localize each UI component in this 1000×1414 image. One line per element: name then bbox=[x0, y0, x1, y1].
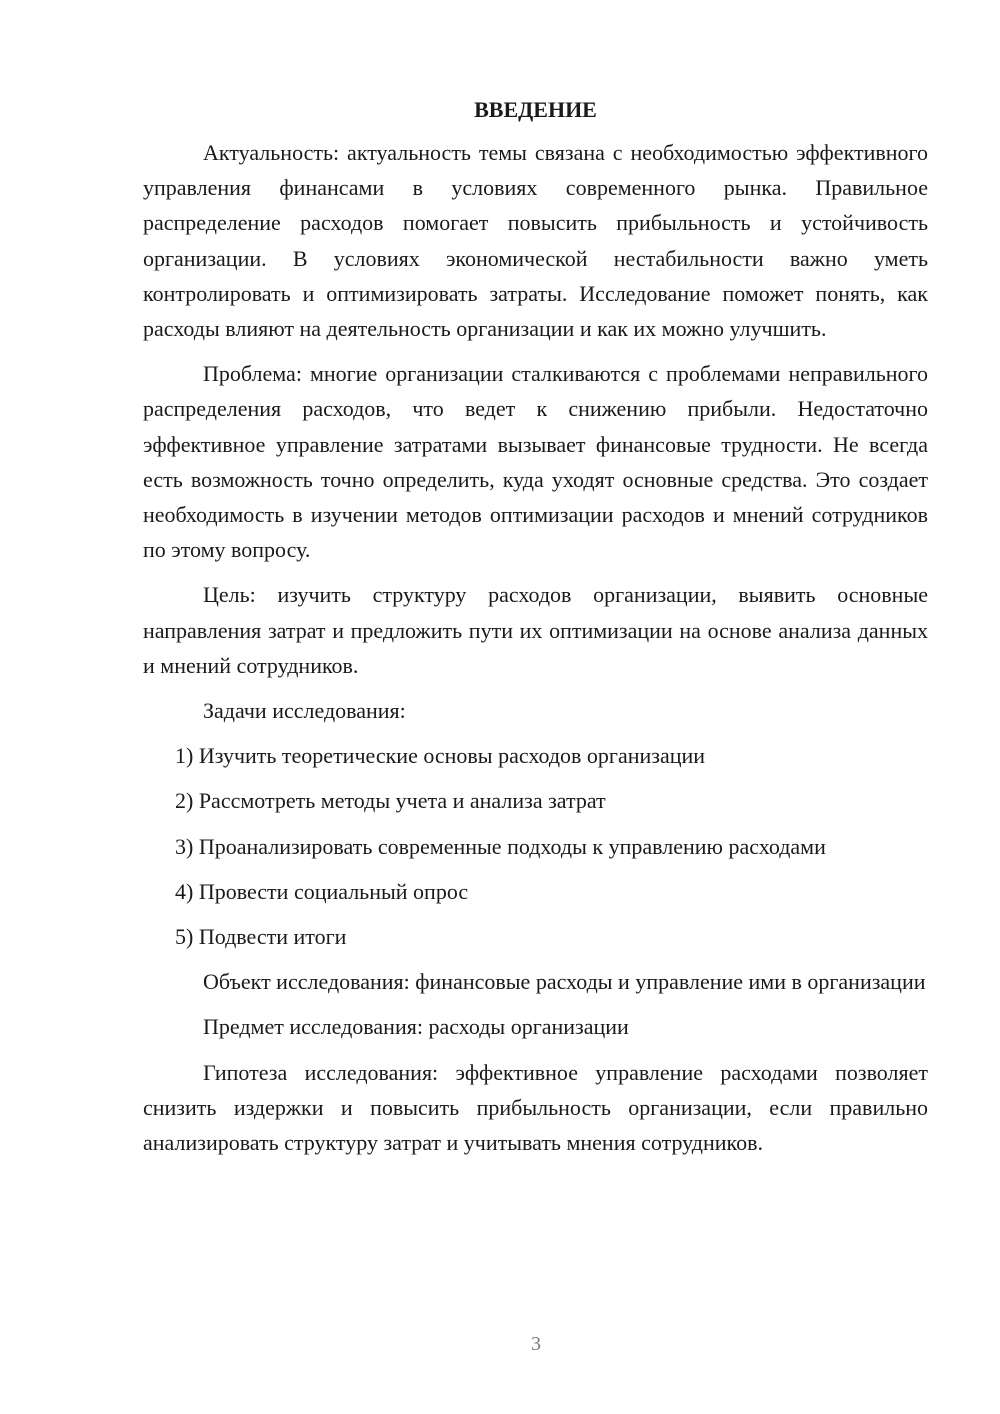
page-title: ВВЕДЕНИЕ bbox=[474, 97, 597, 122]
task-item: 2) Рассмотреть методы учета и анализа затрат bbox=[175, 788, 606, 814]
hypothesis-paragraph: Гипотеза исследования: эффективное управление расходами позволяет снизить издержки и повысить прибыльность организации, если правильно анализировать структуру затрат и учитывать мнения сотрудников. bbox=[143, 1059, 928, 1156]
task-item: 1) Изучить теоретические основы расходов организации bbox=[175, 743, 706, 769]
problem-paragraph: Проблема: многие организации сталкиваются с проблемами неправильного распределения расходов, что ведет к снижению прибыли. Недостаточно эффективное управление затратами вызывает финансовые трудности. Не всегда есть возможность точно определить, куда уходят основные средства. Это создает необходимость в изучении методов оптимизации расходов и мнений сотрудников по этому вопросу. bbox=[143, 361, 928, 563]
goal-paragraph: Цель: изучить структуру расходов организации, выявить основные направления затрат и предложить пути их оптимизации на основе анализа данных и мнений сотрудников. bbox=[143, 582, 928, 678]
task-item: 3) Проанализировать современные подходы к управлению расходами bbox=[175, 833, 826, 859]
relevance-paragraph: Актуальность: актуальность темы связана с необходимостью эффективного управления финансами в условиях современного рынка. Правильное распределение расходов помогает повысить прибыльность и устойчивость организации. В условиях экономической нестабильности важно уметь контролировать и оптимизировать затраты. Исследование поможет понять, как расходы влияют на деятельность организации и как их можно улучшить. bbox=[143, 140, 928, 342]
task-item: 5) Подвести итоги bbox=[175, 924, 347, 950]
page-number: 3 bbox=[531, 1333, 541, 1355]
task-item: 4) Провести социальный опрос bbox=[175, 878, 469, 904]
subject-paragraph: Предмет исследования: расходы организации bbox=[203, 1014, 629, 1040]
tasks-heading: Задачи исследования: bbox=[203, 698, 406, 724]
document-page bbox=[143, 92, 928, 1170]
object-paragraph: Объект исследования: финансовые расходы и управление ими в организации bbox=[203, 969, 926, 995]
tasks-list bbox=[143, 738, 928, 954]
